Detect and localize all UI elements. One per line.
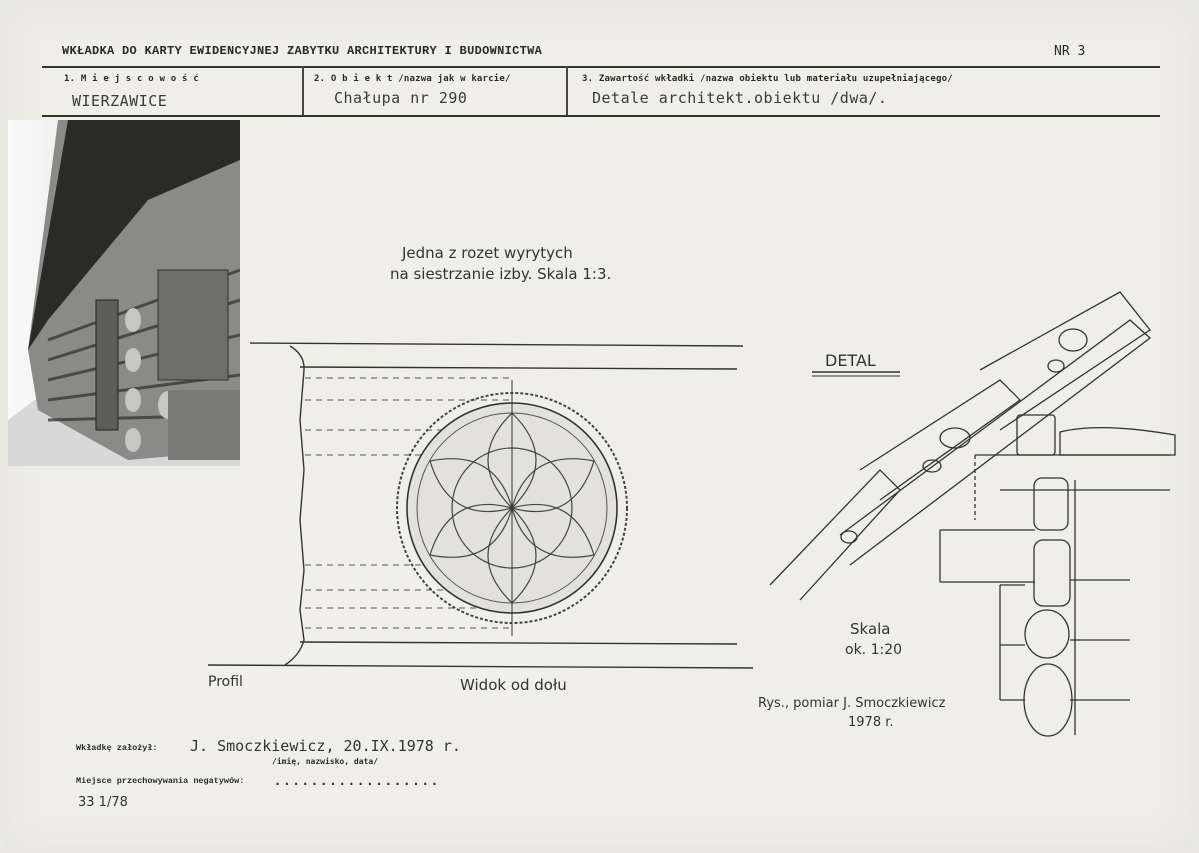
document-title: WKŁADKA DO KARTY EWIDENCYJNEJ ZABYTKU ARCHITEKTURY I BUDOWNICTWA bbox=[62, 44, 543, 58]
view-label: Widok od dołu bbox=[460, 676, 567, 694]
object-value: Chałupa nr 290 bbox=[334, 89, 468, 107]
location-value: WIERZAWICE bbox=[72, 92, 168, 110]
location-label: 1. M i e j s c o w o ś ć bbox=[64, 74, 199, 84]
contents-label: 3. Zawartość wkładki /nazwa obiektu lub materiału uzupełniającego/ bbox=[582, 74, 953, 84]
caption-line-2: na siestrzanie izby. Skala 1:3. bbox=[390, 265, 612, 283]
sheet-number: NR 3 bbox=[1054, 44, 1086, 59]
detail-title: DETAL bbox=[825, 351, 876, 370]
contents-value: Detale architekt.obiektu /dwa/. bbox=[592, 89, 888, 107]
author-year: 1978 r. bbox=[848, 715, 894, 730]
object-label: 2. O b i e k t /nazwa jak w karcie/ bbox=[314, 74, 511, 84]
caption-line-1: Jedna z rozet wyrytych bbox=[402, 244, 573, 262]
profile-label: Profil bbox=[208, 674, 243, 690]
negatives-dotted-line: .................. bbox=[274, 774, 441, 788]
founded-label: Wkładkę założył: bbox=[76, 743, 158, 753]
scale-value: ok. 1:20 bbox=[845, 642, 903, 658]
author-label: Rys., pomiar J. Smoczkiewicz bbox=[758, 696, 946, 711]
founded-caption: /imię, nazwisko, data/ bbox=[272, 757, 378, 766]
negative-number: 33 1/78 bbox=[78, 795, 128, 810]
scale-label: Skala bbox=[850, 620, 891, 638]
founded-value: J. Smoczkiewicz, 20.IX.1978 r. bbox=[190, 737, 461, 755]
negatives-label: Miejsce przechowywania negatywów: bbox=[76, 776, 245, 786]
